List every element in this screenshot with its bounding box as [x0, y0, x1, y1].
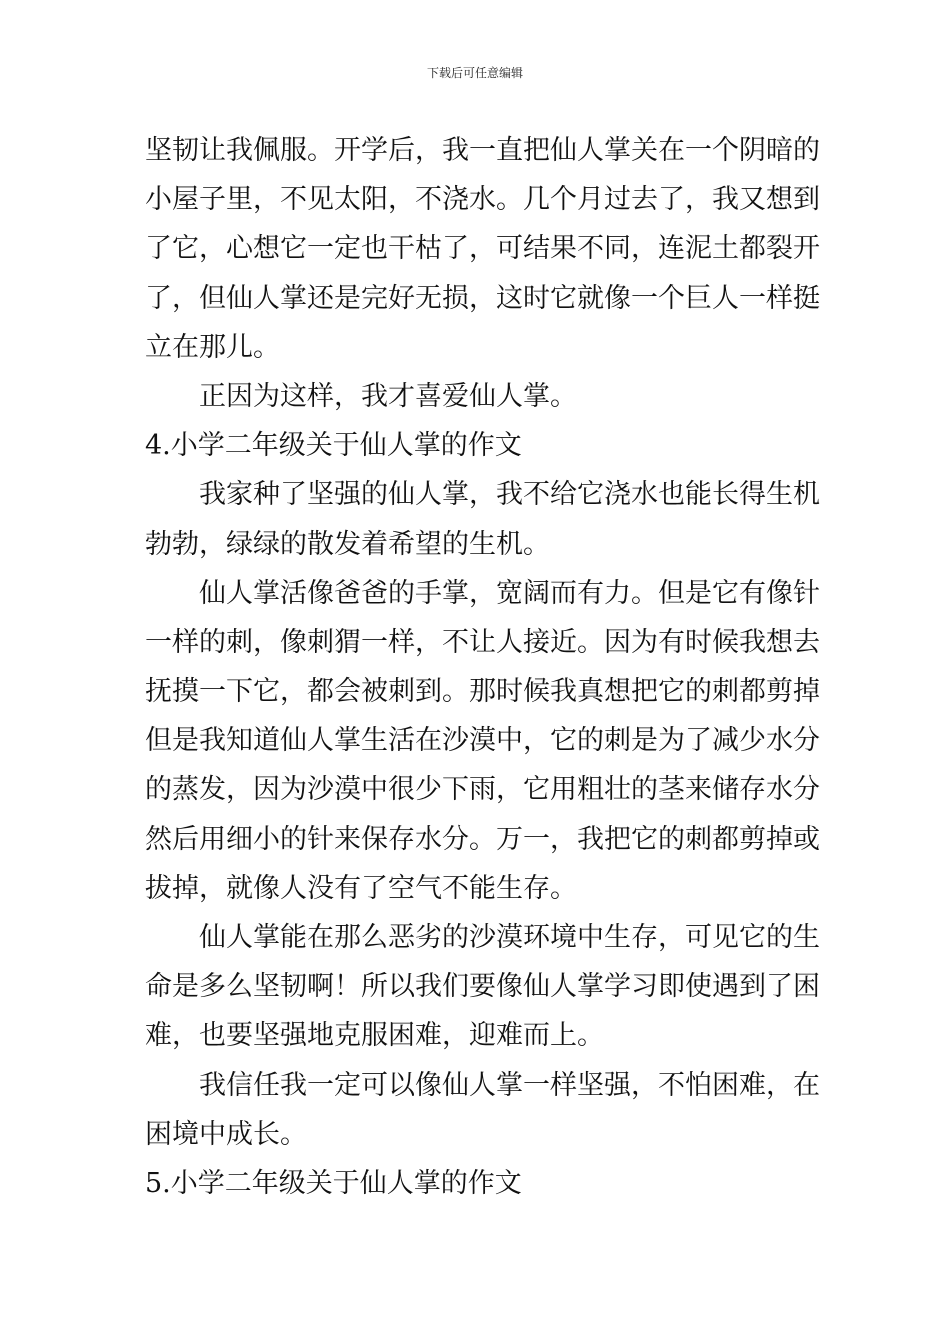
text-line-17: 仙人掌能在那么恶劣的沙漠环境中生存，可见它的生 [199, 922, 820, 953]
text-line-1: 坚韧让我佩服。开学后，我一直把仙人掌关在一个阴暗的 [145, 135, 820, 166]
text-line-16: 拔掉，就像人没有了空气不能生存。 [145, 872, 577, 904]
text-line-12: 抚摸一下它，都会被刺到。那时候我真想把它的刺都剪掉 [145, 676, 820, 708]
text-line-19: 难，也要坚强地克服困难，迎难而上。 [145, 1020, 604, 1052]
text-line-21: 困境中成长。 [145, 1118, 307, 1150]
document-body [145, 126, 820, 1208]
text-line-20: 我信任我一定可以像仙人掌一样坚强，不怕困难，在 [199, 1069, 820, 1101]
text-line-5: 立在那儿。 [145, 331, 280, 363]
text-line-14: 的蒸发，因为沙漠中很少下雨，它用粗壮的茎来储存水分 [145, 774, 820, 806]
text-line-8: 我家种了坚强的仙人掌，我不给它浇水也能长得生机 [199, 479, 820, 511]
text-line-13: 但是我知道仙人掌生活在沙漠中，它的刺是为了减少水分 [145, 725, 820, 757]
section-heading-5: 5.小学二年级关于仙人掌的作文 [145, 1167, 522, 1199]
section-heading-4: 4.小学二年级关于仙人掌的作文 [145, 430, 522, 462]
text-line-2: 小屋子里，不见太阳，不浇水。几个月过去了，我又想到 [145, 184, 820, 216]
text-line-11: 一样的刺，像刺猬一样，不让人接近。因为有时候我想去 [145, 626, 820, 658]
text-line-9: 勃勃，绿绿的散发着希望的生机。 [145, 528, 550, 560]
text-line-18: 命是多么坚韧啊！所以我们要像仙人掌学习即使遇到了困 [145, 971, 820, 1003]
text-line-4: 了，但仙人掌还是完好无损，这时它就像一个巨人一样挺 [145, 282, 820, 314]
text-line-10: 仙人掌活像爸爸的手掌，宽阔而有力。但是它有像针 [199, 577, 820, 609]
text-line-6: 正因为这样，我才喜爱仙人掌。 [199, 380, 577, 412]
page-header: 下载后可任意编辑 [426, 66, 523, 80]
text-line-3: 了它，心想它一定也干枯了，可结果不同，连泥土都裂开 [145, 233, 820, 265]
text-line-15: 然后用细小的针来保存水分。万一，我把它的刺都剪掉或 [145, 823, 820, 855]
